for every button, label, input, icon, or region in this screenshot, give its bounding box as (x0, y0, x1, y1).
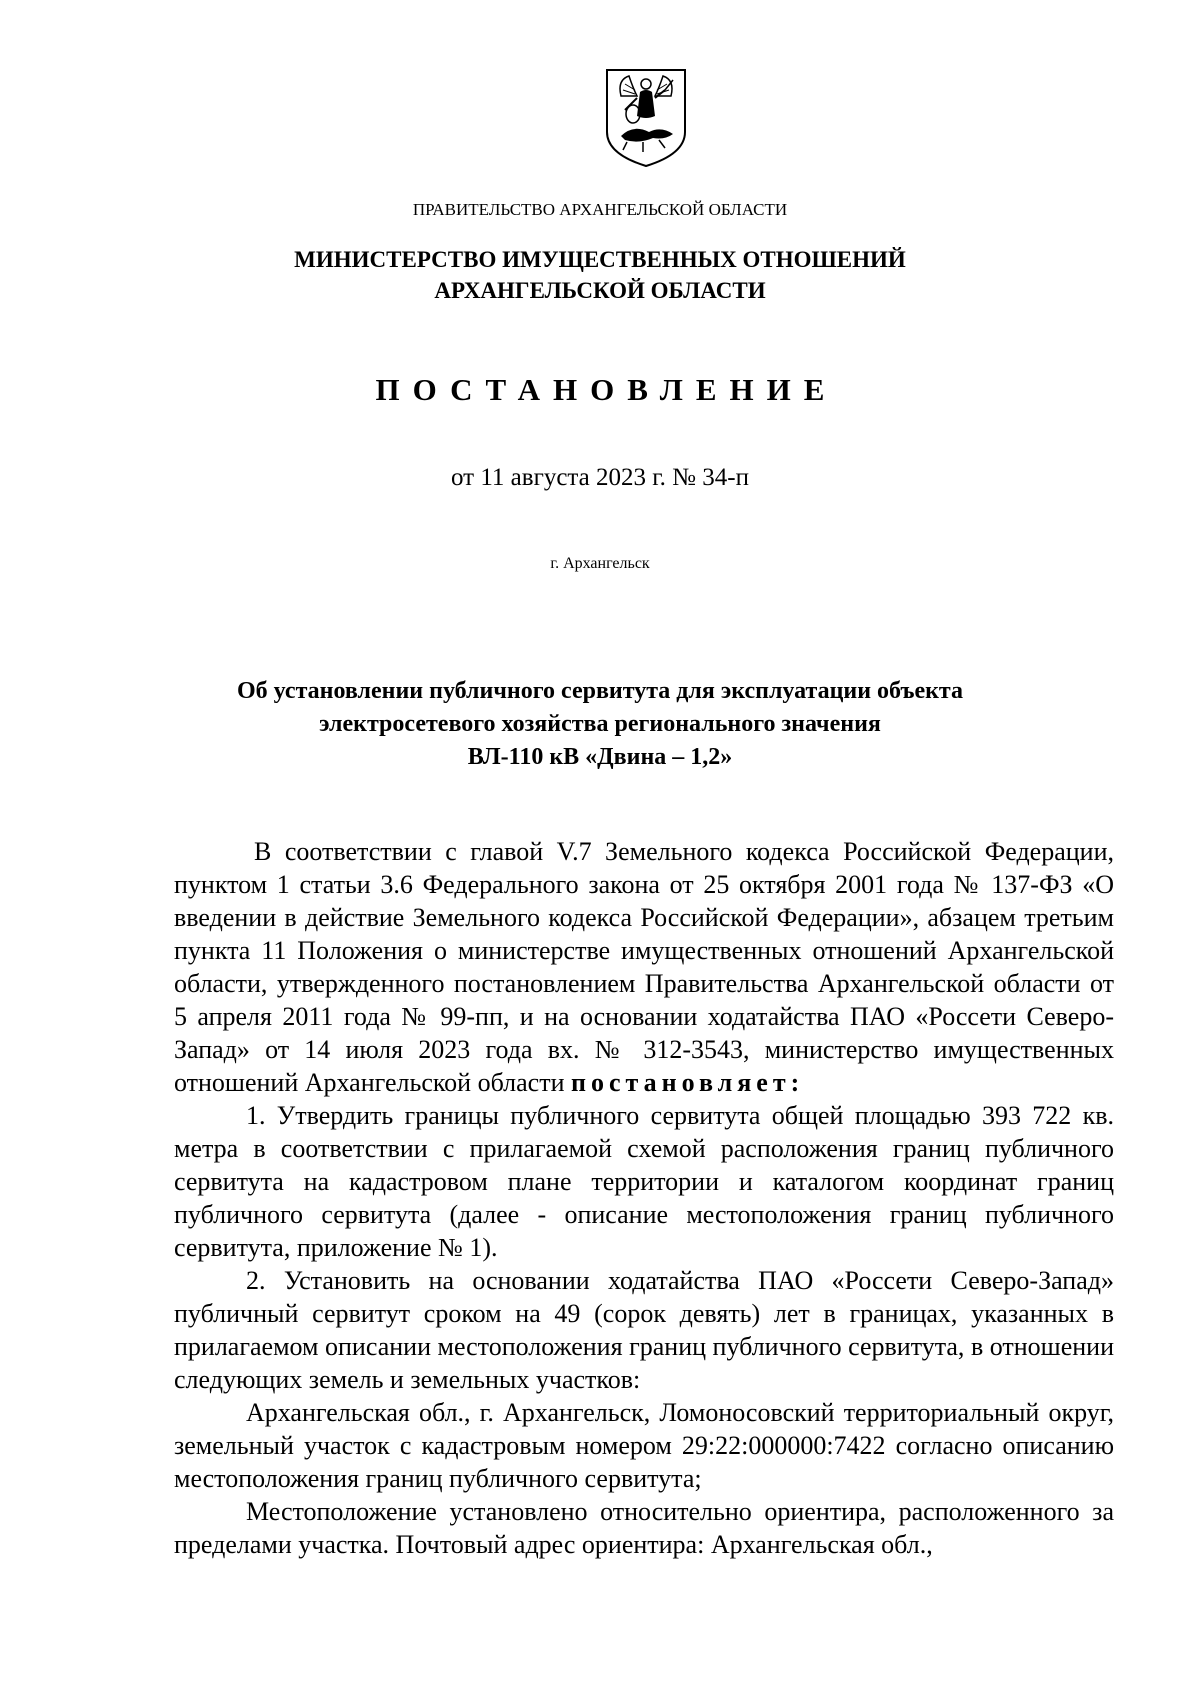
document-type: ПОСТАНОВЛЕНИЕ (375, 372, 838, 407)
resolves-word: постановляет: (571, 1068, 805, 1097)
title-line-3: ВЛ-110 кВ «Двина – 1,2» (467, 744, 733, 770)
government-name: ПРАВИТЕЛЬСТВО АРХАНГЕЛЬСКОЙ ОБЛАСТИ (412, 200, 788, 219)
item-2-paragraph: 2. Установить на основании ходатайства ПАО «Россети Северо-Запад» публичный сервитут сроком на 49 (сорок девять) лет в границах, указанных в прилагаемом описании местоположения границ публичного сервитута, в отношении следующих земель и земельных участков: (174, 1266, 1114, 1394)
ministry-line-2: АРХАНГЕЛЬСКОЙ ОБЛАСТИ (434, 278, 766, 303)
preamble-text: В соответствии с главой V.7 Земельного кодекса Российской Федерации, пунктом 1 статьи 3.6 Федерального закона от 25 октября 2001 года № 137-ФЗ «О введении в действие Земельного кодекса Российской Федерации», абзацем третьим пункта 11 Положения о министерстве имущественных отношений Архангельской области, утвержденного постановлением Правительства Архангельской области от 5 апреля 2011 года № 99-пп, и на основании ходатайства ПАО «Россети Северо-Запад» от 14 июля 2023 года вх. № 312-3543, министерство имущественных отношений Архангельской области (174, 837, 1114, 1097)
preamble-paragraph (174, 835, 1114, 1099)
location-paragraph: Местоположение установлено относительно ориентира, расположенного за пределами участка. Почтовый адрес ориентира: Архангельская обл., (174, 1497, 1114, 1559)
ministry-name (0, 244, 1200, 306)
ministry-line-1: МИНИСТЕРСТВО ИМУЩЕСТВЕННЫХ ОТНОШЕНИЙ (294, 247, 906, 272)
date-and-number: от 11 августа 2023 г. № 34-п (451, 464, 749, 491)
document-title (0, 675, 1200, 774)
item-1-paragraph: 1. Утвердить границы публичного сервитута общей площадью 393 722 кв. метра в соответствии с прилагаемой схемой расположения границ публичного сервитута на кадастровом плане территории и каталогом координат границ публичного сервитута (далее - описание местоположения границ публичного сервитута, приложение № 1). (174, 1101, 1114, 1262)
land-paragraph: Архангельская обл., г. Архангельск, Ломоносовский территориальный округ, земельный участок с кадастровым номером 29:22:000000:7422 согласно описанию местоположения границ публичного сервитута; (174, 1398, 1114, 1493)
coat-of-arms-icon (603, 66, 689, 170)
title-line-1: Об установлении публичного сервитута для эксплуатации объекта (236, 678, 964, 704)
city-name: г. Архангельск (550, 555, 650, 572)
title-line-2: электросетевого хозяйства регионального значения (319, 711, 881, 737)
document-body (174, 835, 1114, 1561)
